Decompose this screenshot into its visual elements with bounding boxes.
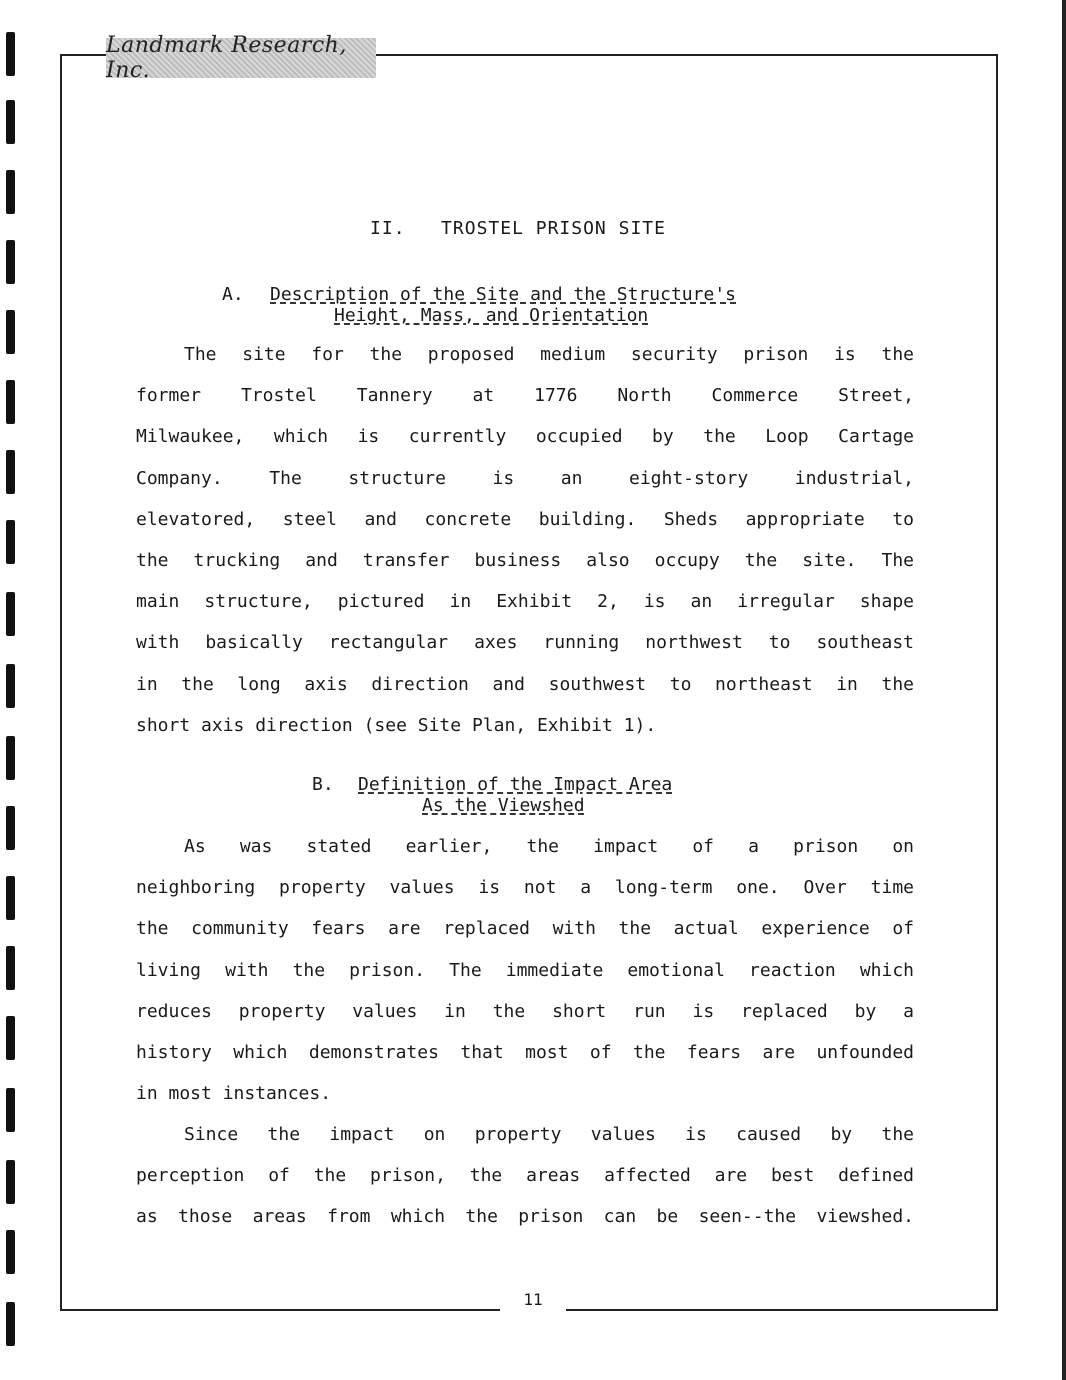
- binder-holes: [6, 0, 18, 1380]
- binder-hole: [6, 100, 15, 144]
- text-line: Since the impact on property values is caused by the: [184, 1124, 914, 1145]
- subsection-b-heading: [312, 774, 772, 818]
- section-title-text: II. TROSTEL PRISON SITE: [370, 218, 666, 239]
- paragraph-site-description: [136, 334, 914, 746]
- binder-hole: [6, 380, 15, 424]
- company-logo: Landmark Research, Inc.: [106, 38, 376, 78]
- subsection-heading-line: Description of the Site and the Structure's: [270, 284, 736, 305]
- binder-hole: [6, 1088, 15, 1132]
- text-line: elevatored, steel and concrete building. Sheds appropriate to: [136, 508, 914, 530]
- subsection-a-heading: [222, 284, 842, 328]
- text-line: in most instances.: [136, 1083, 332, 1105]
- text-line: Milwaukee, which is currently occupied by the Loop Cartage: [136, 426, 914, 448]
- binder-hole: [6, 520, 15, 564]
- text-line: reduces property values in the short run is replaced by a: [136, 1000, 914, 1022]
- binder-hole: [6, 1016, 15, 1060]
- binder-hole: [6, 240, 15, 284]
- text-line: former Trostel Tannery at 1776 North Commerce Street,: [136, 385, 914, 407]
- binder-hole: [6, 1230, 15, 1274]
- binder-hole: [6, 32, 15, 76]
- text-line: perception of the prison, the areas affected are best defined: [136, 1165, 914, 1187]
- section-title: [0, 218, 1036, 239]
- text-line: main structure, pictured in Exhibit 2, is an irregular shape: [136, 591, 914, 613]
- text-line: in the long axis direction and southwest to northeast in the: [136, 673, 914, 695]
- text-line: short axis direction (see Site Plan, Exhibit 1).: [136, 714, 657, 736]
- subsection-heading-line: Height, Mass, and Orientation: [334, 305, 649, 326]
- subsection-heading-line: As the Viewshed: [422, 795, 585, 816]
- binder-hole: [6, 592, 15, 636]
- binder-hole: [6, 170, 15, 214]
- text-line: neighboring property values is not a long-term one. Over time: [136, 877, 914, 899]
- binder-hole: [6, 450, 15, 494]
- text-line: Company. The structure is an eight-story industrial,: [136, 467, 914, 489]
- subsection-letter: A.: [222, 284, 244, 305]
- binder-hole: [6, 806, 15, 850]
- subsection-letter: B.: [312, 774, 334, 795]
- text-line: living with the prison. The immediate emotional reaction which: [136, 959, 914, 981]
- text-line: As was stated earlier, the impact of a prison on: [184, 836, 914, 857]
- paragraph-impact-area: [136, 826, 914, 1114]
- page-number: 11: [500, 1288, 566, 1312]
- page-edge: [1062, 0, 1066, 1380]
- binder-hole: [6, 946, 15, 990]
- subsection-heading-line: Definition of the Impact Area: [358, 774, 673, 795]
- text-line: the trucking and transfer business also occupy the site. The: [136, 549, 914, 571]
- binder-hole: [6, 664, 15, 708]
- binder-hole: [6, 876, 15, 920]
- text-line: history which demonstrates that most of the fears are unfounded: [136, 1041, 914, 1063]
- text-line: with basically rectangular axes running northwest to southeast: [136, 632, 914, 654]
- text-line: the community fears are replaced with the actual experience of: [136, 918, 914, 940]
- binder-hole: [6, 1302, 15, 1346]
- binder-hole: [6, 736, 15, 780]
- text-line: The site for the proposed medium security prison is the: [184, 344, 914, 365]
- binder-hole: [6, 1160, 15, 1204]
- paragraph-viewshed: [136, 1114, 914, 1238]
- text-line: as those areas from which the prison can be seen--the viewshed.: [136, 1206, 914, 1228]
- binder-hole: [6, 310, 15, 354]
